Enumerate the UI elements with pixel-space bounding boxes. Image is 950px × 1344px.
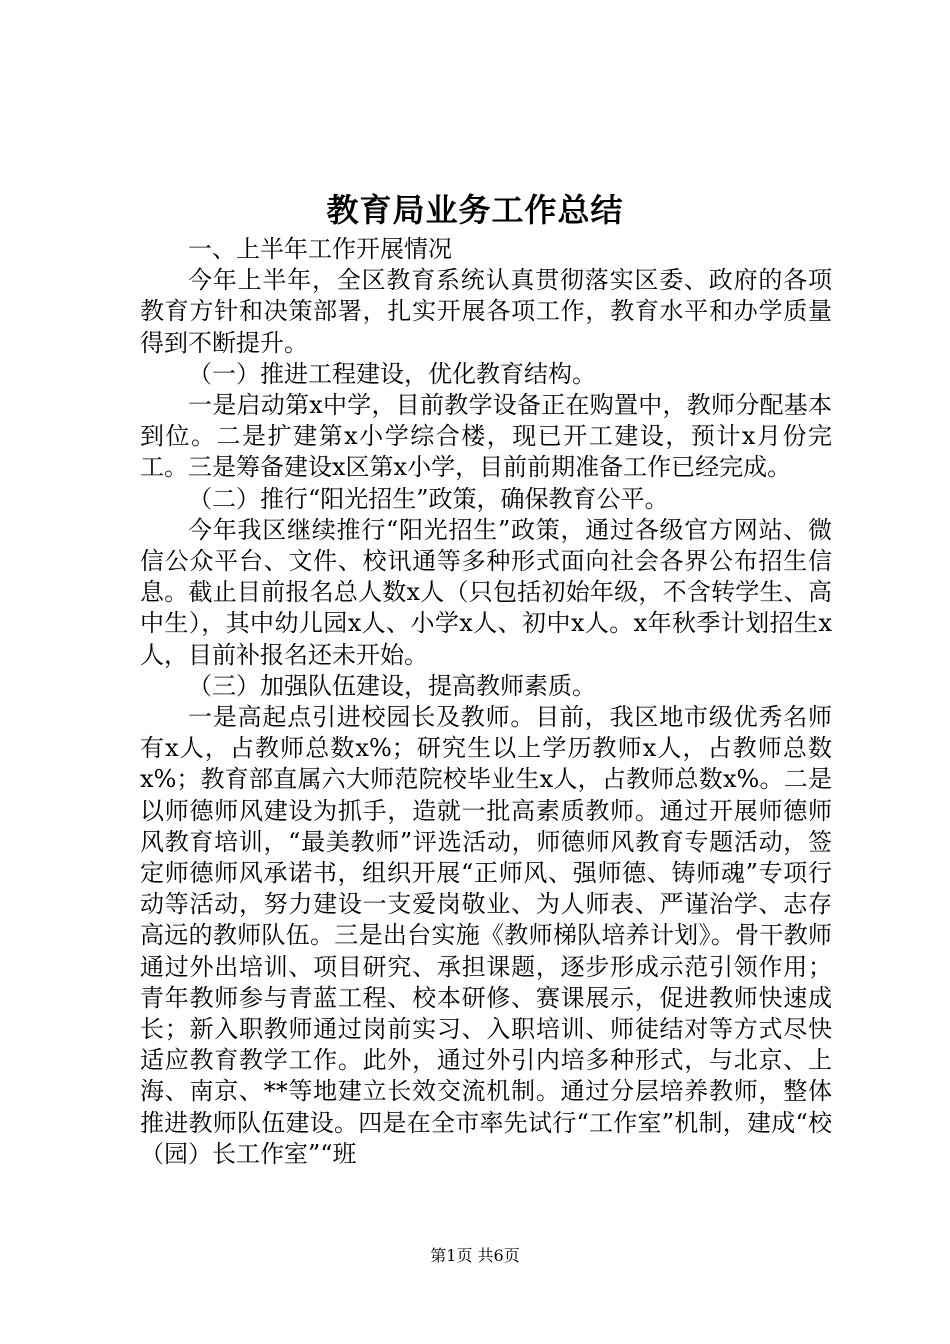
- paragraph: 今年我区继续推行“阳光招生”政策，通过各级官方网站、微信公众平台、文件、校讯通等多种形式面向社会各界公布招生信息。截止目前报名总人数x人（只包括初始年级，不含转学生、高中生），其中幼儿园x人、小学x人、初中x人。x年秋季计划招生x人，目前补报名还未开始。: [140, 515, 832, 669]
- paragraph: 今年上半年，全区教育系统认真贯彻落实区委、政府的各项教育方针和决策部署，扎实开展各项工作，教育水平和办学质量得到不断提升。: [140, 266, 832, 357]
- section-heading: 一、上半年工作开展情况: [188, 235, 452, 263]
- document-body: [140, 234, 832, 1170]
- paragraph: 一是高起点引进校园长及教师。目前，我区地市级优秀名师有x人，占教师总数x%；研究生以上学历教师x人，占教师总数x%；教育部直属六大师范院校毕业生x人，占教师总数x%。二是以师德师风建设为抓手，造就一批高素质教师。通过开展师德师风教育培训，“最美教师”评选活动，师德师风教育专题活动，签定师德师风承诺书，组织开展“正师风、强师德、铸师魂”专项行动等活动，努力建设一支爱岗敬业、为人师表、严谨治学、志存高远的教师队伍。三是出台实施《教师梯队培养计划》。骨干教师通过外出培训、项目研究、承担课题，逐步形成示范引领作用；青年教师参与青蓝工程、校本研修、赛课展示，促进教师快速成长；新入职教师通过岗前实习、入职培训、师徒结对等方式尽快适应教育教学工作。此外，通过外引内培多种形式，与北京、上海、南京、**等地建立长效交流机制。通过分层培养教师，整体推进教师队伍建设。四是在全市率先试行“工作室”机制，建成“校（园）长工作室”“班: [140, 703, 832, 1168]
- paragraph: 一是启动第x中学，目前教学设备正在购置中，教师分配基本到位。二是扩建第x小学综合楼，现已开工建设，预计x月份完工。三是筹备建设x区第x小学，目前前期准备工作已经完成。: [140, 391, 832, 482]
- subsection-heading: （二）推行“阳光招生”政策，确保教育公平。: [188, 484, 669, 513]
- page-footer: 第1页 共6页: [430, 1246, 520, 1265]
- subsection-heading: （三）加强队伍建设，提高教师素质。: [188, 671, 596, 700]
- document-title: 教育局业务工作总结: [326, 191, 624, 229]
- subsection-heading: （一）推进工程建设，优化教育结构。: [188, 359, 596, 388]
